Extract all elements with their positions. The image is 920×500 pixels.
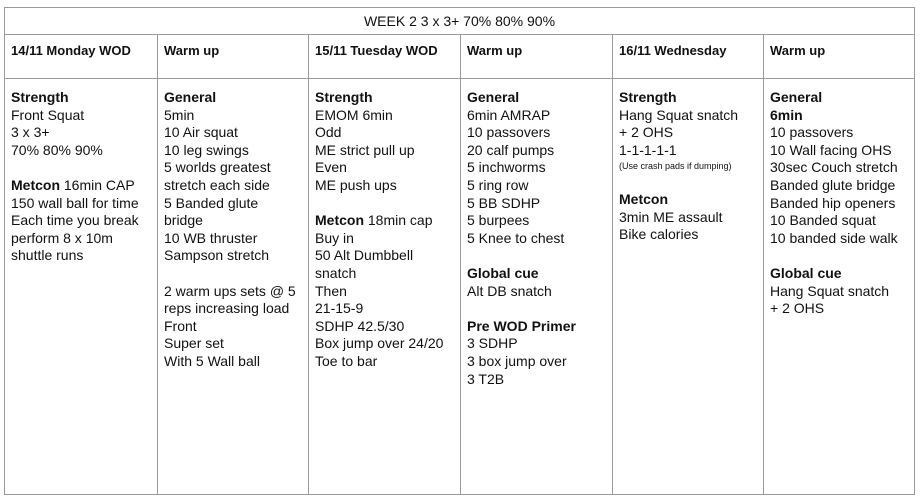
line-main: 5 ring row [467, 176, 529, 193]
line-text [770, 195, 908, 213]
line-text [467, 230, 606, 248]
column-body [461, 79, 612, 388]
line-main: Strength [619, 89, 677, 105]
note-text [619, 159, 757, 173]
line-main: 5 Banded glute [164, 194, 259, 211]
line-main: 10 WB thruster [164, 229, 258, 246]
line-main: 3 T2B [467, 370, 505, 387]
line-text [11, 230, 151, 248]
line-main: 10 leg swings [164, 141, 249, 158]
line-text [467, 107, 606, 125]
line-main: perform 8 x 10m [11, 229, 113, 246]
content-block [467, 265, 606, 300]
line-text [770, 212, 908, 230]
content-block [467, 318, 606, 388]
line-main: Bike calories [619, 226, 699, 243]
line-text [467, 283, 606, 301]
line-main: 10 passovers [467, 124, 551, 141]
column-header: 15/11 Tuesday WOD [309, 35, 460, 79]
line-main: Alt DB snatch [467, 282, 552, 299]
line-main: ME push ups [315, 176, 397, 193]
line-main: EMOM 6min [315, 106, 393, 123]
line-text [164, 124, 302, 142]
line-text [164, 230, 302, 248]
line-text [164, 159, 302, 177]
line-main: 10 Banded squat [770, 212, 876, 229]
column-wednesday-wod [612, 35, 763, 494]
line-text [467, 195, 606, 213]
section-heading [770, 265, 908, 283]
line-main: 150 wall ball for time [11, 194, 139, 211]
line-main: 10 passovers [770, 124, 854, 141]
line-main: 6min AMRAP [467, 106, 551, 123]
column-monday-warmup [157, 35, 308, 494]
content-block [467, 89, 606, 247]
column-header: 14/11 Monday WOD [5, 35, 157, 79]
line-text [11, 107, 151, 125]
line-main: 2 warm ups sets @ 5 [164, 282, 296, 299]
line-main: 5 inchworms [467, 159, 546, 176]
line-text [619, 107, 757, 125]
line-main: SDHP 42.5/30 [315, 317, 405, 334]
section-heading [164, 89, 302, 107]
line-main: Metcon [619, 190, 668, 207]
line-main: 3 x 3+ [11, 124, 50, 141]
line-text [315, 283, 454, 301]
content-block [11, 89, 151, 159]
line-main: General [164, 89, 217, 105]
line-text [467, 335, 606, 353]
line-text [467, 353, 606, 371]
column-tuesday-warmup [460, 35, 612, 494]
line-main: 21-15-9 [315, 300, 364, 317]
line-text [315, 142, 454, 160]
line-text [164, 247, 302, 265]
line-main: With 5 Wall ball [164, 352, 260, 369]
content-block [619, 89, 757, 173]
line-text [11, 212, 151, 230]
line-text [315, 353, 454, 371]
section-heading [619, 89, 757, 107]
column-monday-wod [5, 35, 157, 494]
line-text [315, 265, 454, 283]
line-text [770, 159, 908, 177]
column-body [158, 79, 308, 371]
line-main: Toe to bar [315, 352, 378, 369]
line-text [467, 124, 606, 142]
line-main: reps increasing load [164, 300, 290, 317]
line-tail: 18min cap [364, 212, 433, 229]
line-text [164, 212, 302, 230]
line-text [770, 142, 908, 160]
line-text [164, 353, 302, 371]
column-tuesday-wod [308, 35, 460, 494]
line-main: 10 banded side walk [770, 229, 898, 246]
line-main: Sampson stretch [164, 247, 270, 264]
line-main: General [770, 89, 823, 105]
line-main: bridge [164, 212, 203, 229]
content-block [770, 265, 908, 318]
line-main: + 2 OHS [770, 300, 825, 317]
line-main: shuttle runs [11, 247, 84, 264]
line-main: 5 worlds greatest [164, 159, 271, 176]
line-main: 5 BB SDHP [467, 194, 541, 211]
line-text [11, 142, 151, 160]
line-main: + 2 OHS [619, 124, 674, 141]
line-main: Super set [164, 335, 224, 352]
line-main: 3min ME assault [619, 208, 723, 225]
line-main: 5 burpees [467, 212, 530, 229]
column-header: Warm up [764, 35, 914, 79]
line-main: Metcon [11, 176, 60, 193]
section-heading [11, 177, 151, 195]
line-tail: 16min CAP [60, 176, 135, 193]
section-heading [770, 107, 908, 125]
line-main: Hang Squat snatch [619, 106, 739, 123]
line-text [619, 209, 757, 227]
line-main: Metcon [315, 212, 364, 229]
line-main: Global cue [467, 264, 539, 281]
line-text [315, 107, 454, 125]
line-main: Box jump over 24/20 [315, 335, 444, 352]
line-text [467, 159, 606, 177]
column-header: Warm up [461, 35, 612, 79]
content-block [315, 89, 454, 195]
content-block [164, 89, 302, 265]
line-text [315, 300, 454, 318]
line-main: 6min [770, 106, 803, 123]
line-text [467, 142, 606, 160]
line-main: 3 box jump over [467, 352, 567, 369]
line-main: Hang Squat snatch [770, 282, 890, 299]
line-text [164, 177, 302, 195]
line-text [770, 177, 908, 195]
line-main: 10 Wall facing OHS [770, 141, 892, 158]
line-main: General [467, 89, 520, 105]
line-main: Then [315, 282, 347, 299]
line-text [11, 195, 151, 213]
line-main: Strength [315, 89, 373, 105]
line-main: 5 Knee to chest [467, 229, 565, 246]
line-main: Buy in [315, 229, 354, 246]
line-main: Each time you break [11, 212, 139, 229]
line-text [770, 283, 908, 301]
line-text [467, 212, 606, 230]
line-text [315, 335, 454, 353]
line-main: 70% 80% 90% [11, 141, 103, 158]
section-heading [315, 212, 454, 230]
line-text [164, 195, 302, 213]
line-text [315, 318, 454, 336]
line-text [164, 318, 302, 336]
line-main: Pre WOD Primer [467, 317, 576, 334]
line-main: Banded glute bridge [770, 176, 896, 193]
line-main: ME strict pull up [315, 141, 415, 158]
line-text [770, 230, 908, 248]
line-main: 3 SDHP [467, 335, 518, 352]
line-text [770, 124, 908, 142]
section-heading [770, 89, 908, 107]
line-text [164, 335, 302, 353]
line-main: 1-1-1-1-1 [619, 141, 677, 158]
line-main: (Use crash pads if dumping) [619, 161, 732, 172]
content-block [164, 283, 302, 371]
content-block [770, 89, 908, 247]
line-main: Global cue [770, 264, 842, 281]
line-main: 5min [164, 106, 195, 123]
column-body [613, 79, 763, 244]
line-text [164, 283, 302, 301]
section-heading [467, 265, 606, 283]
section-heading [315, 89, 454, 107]
line-text [315, 177, 454, 195]
line-text [467, 177, 606, 195]
content-block [315, 212, 454, 370]
line-main: Banded hip openers [770, 194, 896, 211]
line-text [164, 107, 302, 125]
line-text [770, 300, 908, 318]
line-text [315, 230, 454, 248]
line-text [315, 124, 454, 142]
line-text [164, 300, 302, 318]
line-text [619, 124, 757, 142]
column-header: Warm up [158, 35, 308, 79]
content-block [619, 191, 757, 244]
line-main: Front [164, 317, 197, 334]
line-text [11, 124, 151, 142]
line-text [619, 142, 757, 160]
week-title: WEEK 2 3 x 3+ 70% 80% 90% [5, 8, 914, 35]
content-block [11, 177, 151, 265]
line-text [619, 226, 757, 244]
section-heading [11, 89, 151, 107]
workout-table [4, 7, 915, 495]
column-wednesday-warmup [763, 35, 914, 494]
line-main: 50 Alt Dumbbell [315, 247, 414, 264]
section-heading [619, 191, 757, 209]
column-body [764, 79, 914, 318]
line-text [315, 159, 454, 177]
line-main: 30sec Couch stretch [770, 159, 898, 176]
line-main: 10 Air squat [164, 124, 238, 141]
section-heading [467, 89, 606, 107]
line-text [164, 142, 302, 160]
column-body [309, 79, 460, 371]
section-heading [467, 318, 606, 336]
column-header: 16/11 Wednesday [613, 35, 763, 79]
line-main: stretch each side [164, 176, 270, 193]
line-main: Strength [11, 89, 69, 105]
line-main: Odd [315, 124, 342, 141]
line-text [315, 247, 454, 265]
column-body [5, 79, 157, 265]
line-main: snatch [315, 264, 357, 281]
line-text [11, 247, 151, 265]
line-text [467, 371, 606, 389]
line-main: Even [315, 159, 347, 176]
line-main: Front Squat [11, 106, 85, 123]
line-main: 20 calf pumps [467, 141, 555, 158]
